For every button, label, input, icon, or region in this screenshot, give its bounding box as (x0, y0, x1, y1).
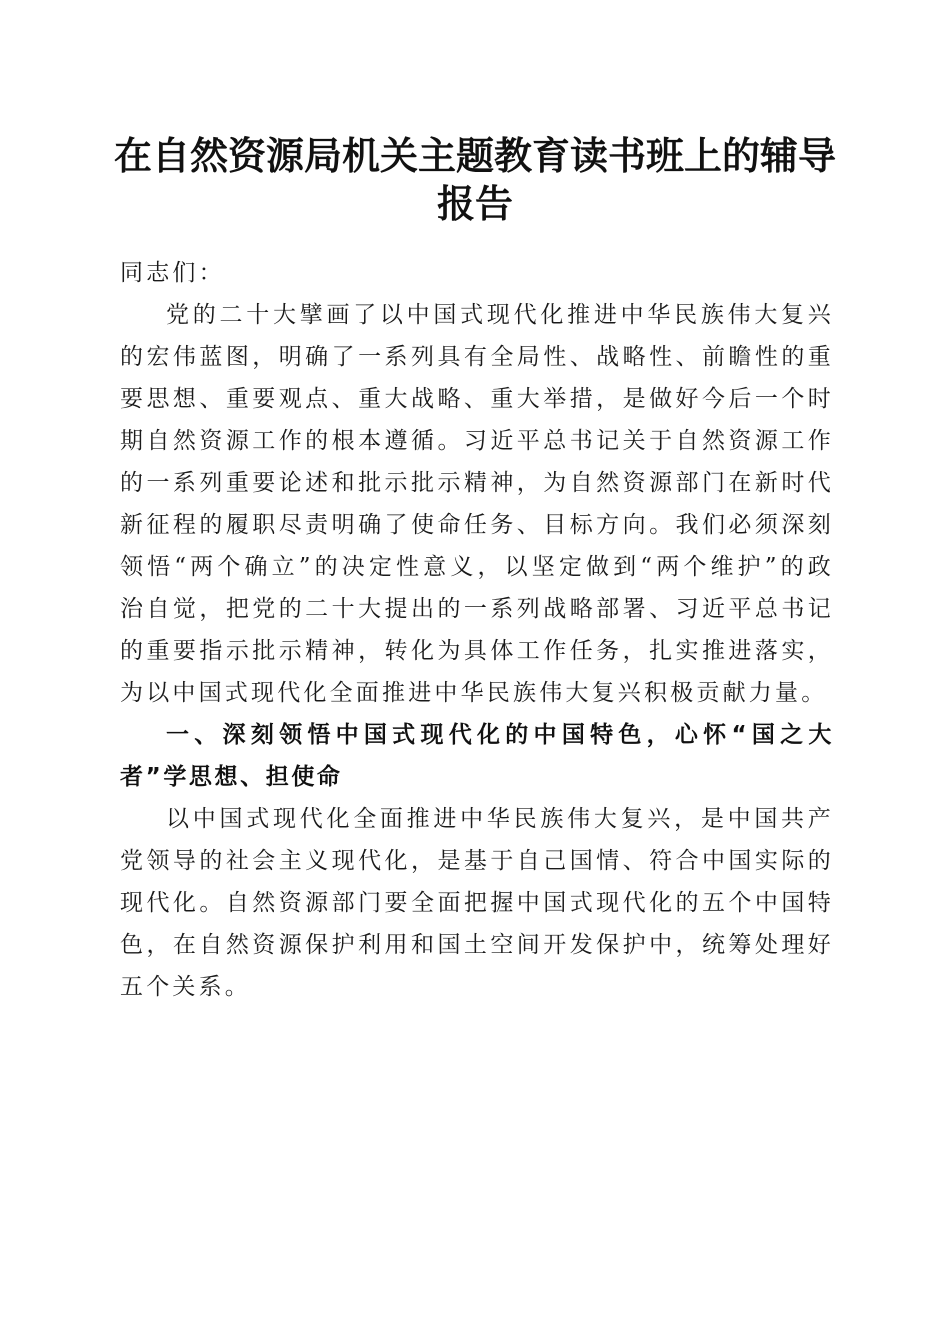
intro-paragraph: 党的二十大擘画了以中国式现代化推进中华民族伟大复兴的宏伟蓝图，明确了一系列具有全局性、战略性、前瞻性的重要思想、重要观点、重大战略、重大举措，是做好今后一个时期自然资源工作的根本遵循。习近平总书记关于自然资源工作的一系列重要论述和批示批示精神，为自然资源部门在新时代新征程的履职尽责明确了使命任务、目标方向。我们必须深刻领悟“两个确立”的决定性意义，以坚定做到“两个维护”的政治自觉，把党的二十大提出的一系列战略部署、习近平总书记的重要指示批示精神，转化为具体工作任务，扎实推进落实，为以中国式现代化全面推进中华民族伟大复兴积极贡献力量。 (120, 302, 834, 706)
section-paragraph: 以中国式现代化全面推进中华民族伟大复兴，是中国共产党领导的社会主义现代化，是基于自己国情、符合中国实际的现代化。自然资源部门要全面把握中国式现代化的五个中国特色，在自然资源保护利用和国土空间开发保护中，统筹处理好五个关系。 (120, 806, 834, 1000)
salutation: 同志们： (120, 260, 225, 286)
section-heading: 一、深刻领悟中国式现代化的中国特色，心怀“国之大者”学思想、担使命 (120, 722, 834, 790)
document-title: 在自然资源局机关主题教育读书班上的辅导报告 (113, 133, 836, 226)
document-body (120, 252, 834, 1008)
